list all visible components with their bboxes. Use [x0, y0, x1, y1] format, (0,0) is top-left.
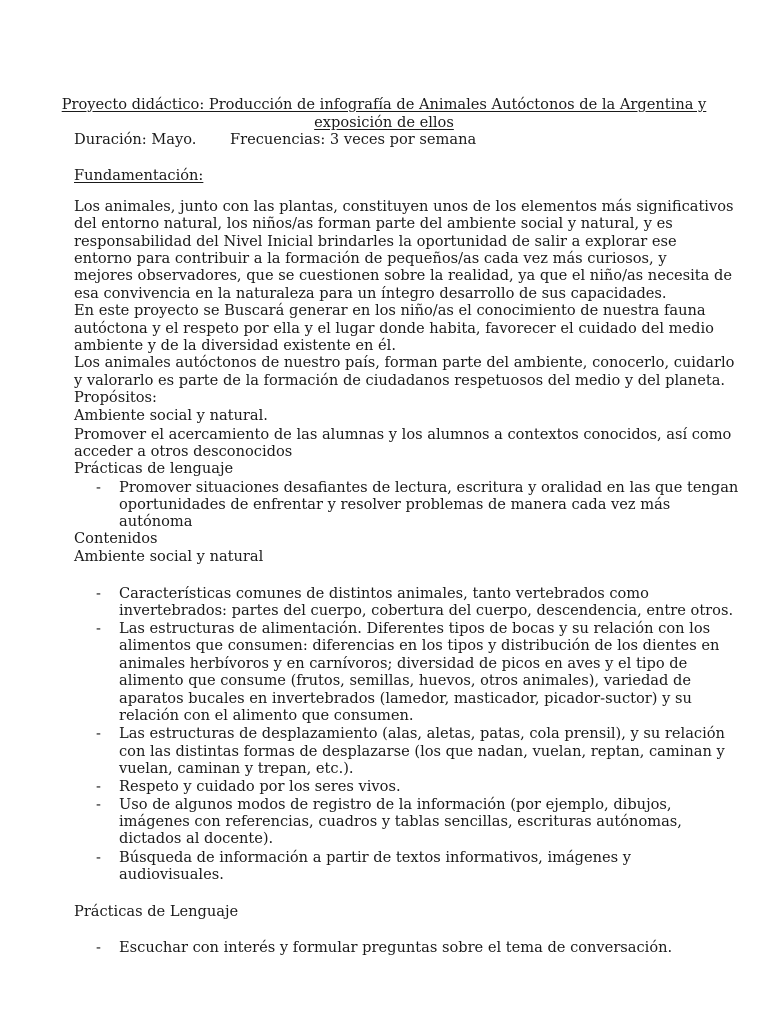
list-item-line: alimento que consume (frutos, semillas, huevos, otros animales), variedad de: [119, 672, 691, 689]
propositos-area-ambiente: Ambiente social y natural.: [74, 407, 268, 424]
list-item-line: Características comunes de distintos animales, tanto vertebrados como: [119, 585, 649, 602]
list-item-line: Promover situaciones desafiantes de lectura, escritura y oralidad en las que tengan: [119, 479, 739, 496]
duration-label: Duración: Mayo.: [74, 131, 197, 148]
contenidos-subheading: Ambiente social y natural: [74, 548, 264, 565]
bullet-dash: -: [96, 479, 101, 496]
bullet-dash: -: [96, 620, 101, 637]
document-title-line-1: Proyecto didáctico: Producción de infografía de Animales Autóctonos de la Argentina y: [61, 96, 707, 113]
practicas-heading: Prácticas de Lenguaje: [74, 903, 239, 920]
list-item-line: relación con el alimento que consumen.: [119, 707, 414, 724]
frequency-label: Frecuencias: 3 veces por semana: [230, 131, 477, 148]
list-item-line: aparatos bucales en invertebrados (lamedor, masticador, picador-suctor) y su: [119, 690, 692, 707]
paragraph-line: entorno para contribuir a la formación de pequeños/as cada vez más curiosos, y: [74, 250, 667, 267]
bullet-dash: -: [96, 778, 101, 795]
list-item-line: Uso de algunos modos de registro de la información (por ejemplo, dibujos,: [119, 796, 672, 813]
list-item-line: con las distintas formas de desplazarse (los que nadan, vuelan, reptan, caminan y: [119, 743, 725, 760]
paragraph-line: del entorno natural, los niños/as forman parte del ambiente social y natural, y es: [74, 215, 673, 232]
bullet-dash: -: [96, 585, 101, 602]
paragraph-line: Promover el acercamiento de las alumnas y los alumnos a contextos conocidos, así como: [74, 426, 732, 443]
list-item-line: Las estructuras de alimentación. Diferentes tipos de bocas y su relación con los: [119, 620, 711, 637]
paragraph-line: autóctona y el respeto por ella y el lugar donde habita, favorecer el cuidado del medio: [74, 320, 714, 337]
list-item-line: Búsqueda de información a partir de textos informativos, imágenes y: [119, 849, 632, 866]
list-item-line: invertebrados: partes del cuerpo, cobertura del cuerpo, descendencia, entre otros.: [119, 602, 734, 619]
paragraph-line: acceder a otros desconocidos: [74, 443, 293, 460]
paragraph-line: En este proyecto se Buscará generar en los niño/as el conocimiento de nuestra fauna: [74, 302, 706, 319]
bullet-dash: -: [96, 796, 101, 813]
list-item-line: dictados al docente).: [119, 830, 274, 847]
propositos-area-lenguaje: Prácticas de lenguaje: [74, 460, 234, 477]
list-item-line: Escuchar con interés y formular preguntas sobre el tema de conversación.: [119, 939, 673, 956]
fundamentacion-heading: Fundamentación:: [74, 167, 204, 184]
list-item-line: oportunidades de enfrentar y resolver problemas de manera cada vez más: [119, 496, 671, 513]
bullet-dash: -: [96, 939, 101, 956]
list-item-line: vuelan, caminan y trepan, etc.).: [119, 760, 354, 777]
paragraph-line: y valorarlo es parte de la formación de ciudadanos respetuosos del medio y del planeta.: [74, 372, 726, 389]
list-item-line: imágenes con referencias, cuadros y tablas sencillas, escrituras autónomas,: [119, 813, 682, 830]
bullet-dash: -: [96, 849, 101, 866]
document-title-line-2: exposición de ellos: [314, 114, 454, 131]
propositos-heading: Propósitos:: [74, 389, 157, 406]
contenidos-heading: Contenidos: [74, 530, 158, 547]
paragraph-line: Los animales autóctonos de nuestro país, forman parte del ambiente, conocerlo, cuidarlo: [74, 354, 735, 371]
bullet-dash: -: [96, 725, 101, 742]
list-item-line: autónoma: [119, 513, 193, 530]
paragraph-line: ambiente y de la diversidad existente en él.: [74, 337, 396, 354]
list-item-line: Las estructuras de desplazamiento (alas, aletas, patas, cola prensil), y su relación: [119, 725, 725, 742]
list-item-line: animales herbívoros y en carnívoros; diversidad de picos en aves y el tipo de: [119, 655, 688, 672]
list-item-line: Respeto y cuidado por los seres vivos.: [119, 778, 401, 795]
paragraph-line: Los animales, junto con las plantas, constituyen unos de los elementos más significativos: [74, 198, 734, 215]
paragraph-line: esa convivencia en la naturaleza para un íntegro desarrollo de sus capacidades.: [74, 285, 667, 302]
paragraph-line: responsabilidad del Nivel Inicial brindarles la oportunidad de salir a explorar ese: [74, 233, 677, 250]
list-item-line: alimentos que consumen: diferencias en los tipos y distribución de los dientes en: [119, 637, 720, 654]
list-item-line: audiovisuales.: [119, 866, 224, 883]
paragraph-line: mejores observadores, que se cuestionen sobre la realidad, ya que el niño/as necesita de: [74, 267, 732, 284]
